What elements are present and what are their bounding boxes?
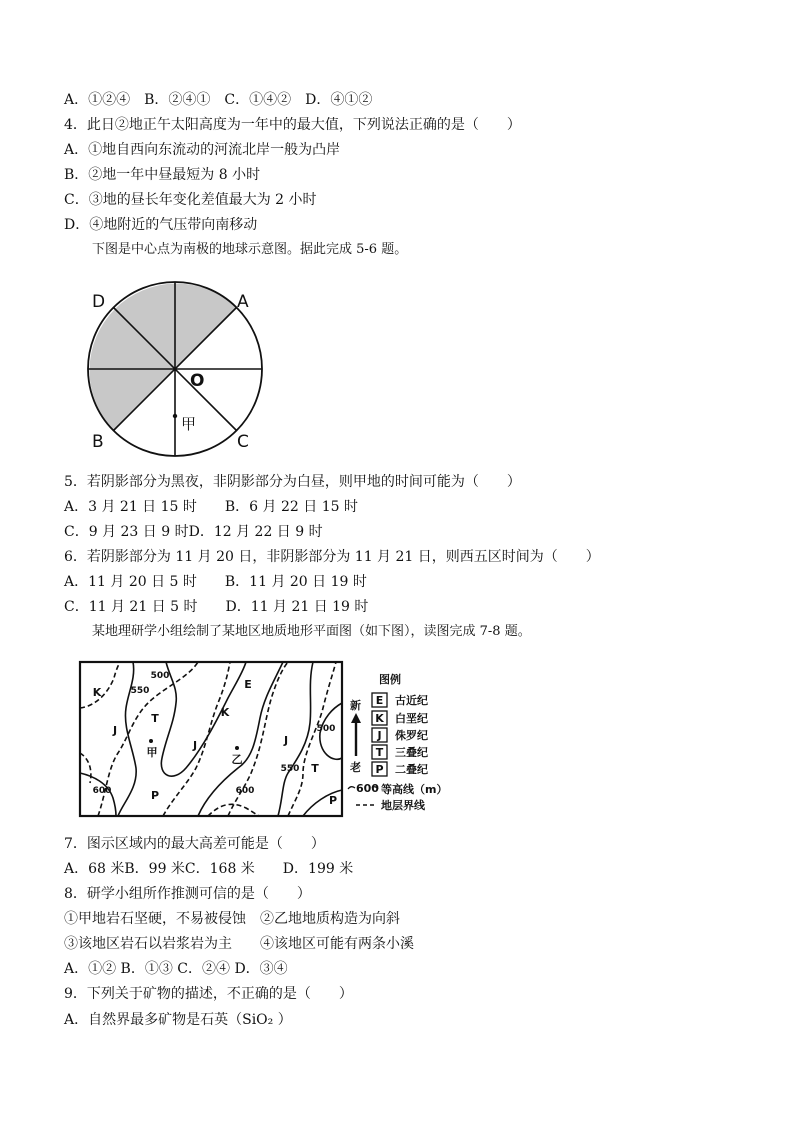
map-frame: [80, 662, 342, 816]
map-label-contour: 550: [280, 764, 300, 774]
stratum-boundary: [80, 753, 91, 783]
polar-earth-diagram: [80, 278, 280, 468]
legend-code: K: [375, 712, 384, 725]
map-label-stratum: K: [220, 706, 230, 719]
label-d: D: [92, 292, 106, 312]
q7-options: A．68 米B．99 米C．168 米 D．199 米: [64, 861, 354, 877]
map-label-stratum: E: [244, 678, 252, 691]
q8-statements-34: ③该地区岩石以岩浆岩为主 ④该地区可能有两条小溪: [64, 936, 414, 952]
point-yi-dot: [235, 746, 239, 750]
map-label-stratum: K: [92, 686, 102, 699]
map-label-contour: 600: [235, 786, 255, 796]
q5-options-cd: C．9 月 23 日 9 时D．12 月 22 日 9 时: [64, 524, 323, 540]
stratum-boundary: [288, 662, 336, 816]
age-arrow-head: [351, 713, 361, 723]
q5-options-ab: A．3 月 21 日 15 时 B．6 月 22 日 15 时: [64, 499, 358, 515]
q6-options-ab: A．11 月 20 日 5 时 B．11 月 20 日 19 时: [64, 574, 367, 590]
point-jia-dot: [149, 739, 153, 743]
stratum-boundary: [208, 804, 260, 816]
intro-5-6: 下图是中心点为南极的地球示意图。据此完成 5-6 题。: [92, 242, 408, 257]
label-a: A: [237, 292, 249, 312]
legend-contour-value: 600: [356, 782, 379, 795]
label-c: C: [237, 432, 249, 452]
map-label-stratum: T: [151, 712, 159, 725]
legend-boundary-label: 地层界线: [381, 799, 425, 812]
map-label-stratum: T: [311, 762, 319, 775]
legend-code: P: [375, 763, 384, 776]
q8-options: A．①② B．①③ C．②④ D．③④: [64, 961, 288, 977]
legend-period: 白垩纪: [395, 712, 428, 725]
map-label-stratum: J: [192, 739, 198, 752]
q3-options: A．①②④ B．②④① C．①④② D．④①②: [64, 92, 373, 108]
map-label-contour: 500: [150, 671, 170, 681]
q4-option-a: A．①地自西向东流动的河流北岸一般为凸岸: [64, 142, 341, 158]
map-legend: [348, 672, 447, 812]
q4-option-b: B．②地一年中昼最短为 8 小时: [64, 167, 261, 183]
q6-stem: 6．若阴影部分为 11 月 20 日，非阴影部分为 11 月 21 日，则西五区时间为（ ）: [64, 549, 600, 565]
legend-code: T: [375, 746, 384, 759]
q5-stem: 5．若阴影部分为黑夜，非阴影部分为白昼，则甲地的时间可能为（ ）: [64, 474, 521, 490]
legend-old: 老: [350, 761, 361, 774]
stratum-boundary: [80, 662, 120, 708]
legend-period: 古近纪: [395, 694, 428, 707]
map-label-stratum: J: [112, 724, 118, 737]
legend-period: 侏罗纪: [395, 729, 428, 742]
legend-title: 图例: [379, 673, 401, 686]
legend-period: 二叠纪: [395, 763, 428, 776]
q6-options-cd: C．11 月 21 日 5 时 D．11 月 21 日 19 时: [64, 599, 369, 615]
legend-contour-label: 等高线（m）: [381, 783, 448, 796]
label-jia: 甲: [181, 415, 197, 433]
q4-option-c: C．③地的昼长年变化差值最大为 2 小时: [64, 192, 317, 208]
intro-7-8: 某地理研学小组绘制了某地区地质地形平面图（如下图），读图完成 7-8 题。: [92, 624, 531, 639]
q4-stem: 4．此日②地正午太阳高度为一年中的最大值，下列说法正确的是（ ）: [64, 117, 521, 133]
map-label-contour: 550: [130, 686, 150, 696]
legend-new: 新: [350, 699, 361, 712]
legend-code: E: [375, 694, 384, 707]
legend-code: J: [377, 729, 382, 742]
point-jia-dot: [173, 414, 177, 418]
legend-contour-sample: [348, 787, 355, 789]
q9-stem: 9．下列关于矿物的描述，不正确的是（ ）: [64, 986, 353, 1002]
map-label-jia: 甲: [146, 746, 158, 759]
q7-stem: 7．图示区域内的最大高差可能是（ ）: [64, 836, 325, 852]
q4-option-d: D．④地附近的气压带向南移动: [64, 217, 258, 233]
map-label-contour: 600: [92, 786, 112, 796]
map-label-contour: 500: [316, 724, 336, 734]
label-o-pole: O: [190, 371, 205, 391]
q8-statements-12: ①甲地岩石坚硬，不易被侵蚀 ②乙地地质构造为向斜: [64, 911, 400, 927]
geologic-map: [78, 658, 446, 820]
map-label-stratum: P: [150, 789, 160, 802]
map-label-stratum: J: [283, 734, 289, 747]
map-label-yi: 乙: [231, 753, 243, 766]
map-label-stratum: P: [328, 794, 338, 807]
q9-option-a: A．自然界最多矿物是石英（SiO₂ ）: [64, 1012, 292, 1028]
legend-period: 三叠纪: [395, 746, 428, 759]
q8-stem: 8．研学小组所作推测可信的是（ ）: [64, 886, 311, 902]
label-b: B: [92, 432, 104, 452]
